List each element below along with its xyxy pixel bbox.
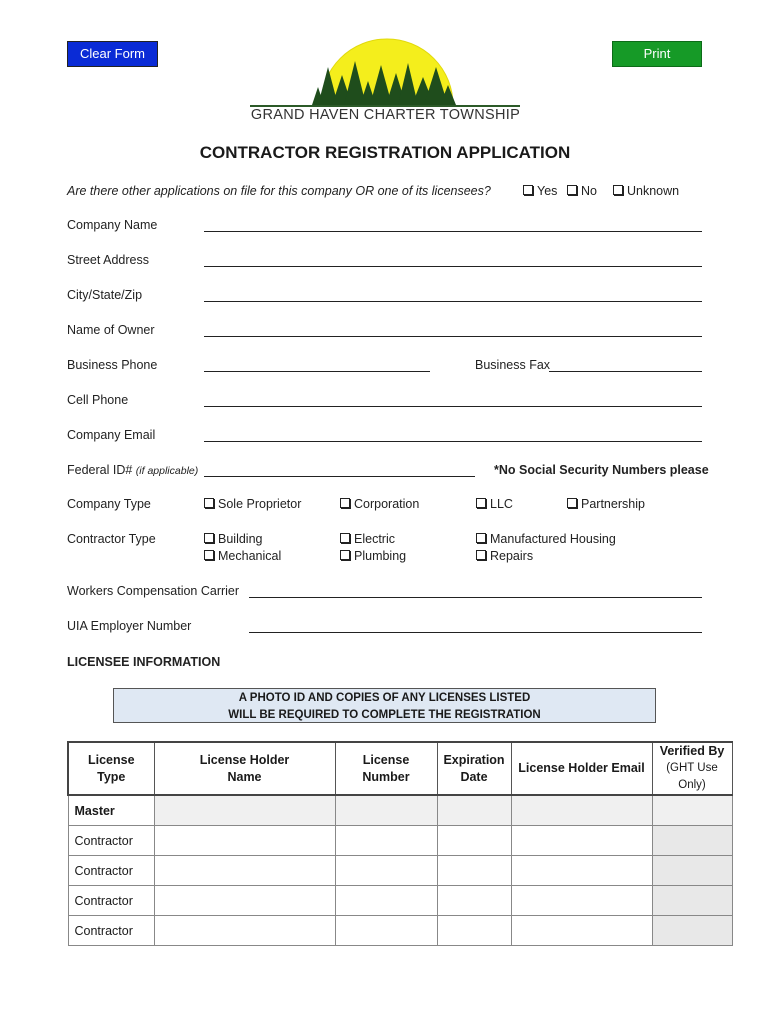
table-row bbox=[68, 856, 732, 886]
street-address-field[interactable] bbox=[204, 266, 702, 267]
company-type-sole-proprietor[interactable]: Sole Proprietor bbox=[204, 497, 301, 511]
photo-id-notice: A PHOTO ID AND COPIES OF ANY LICENSES LISTED WILL BE REQUIRED TO COMPLETE THE REGISTRATION bbox=[113, 688, 656, 723]
col-verified-by: Verified By (GHT Use Only) bbox=[652, 742, 732, 795]
business-fax-field[interactable] bbox=[549, 371, 702, 372]
uia-field[interactable] bbox=[249, 632, 702, 633]
expiration-cell[interactable] bbox=[437, 916, 511, 946]
uia-label: UIA Employer Number bbox=[67, 619, 192, 633]
ssn-note: *No Social Security Numbers please bbox=[494, 463, 709, 477]
owner-label: Name of Owner bbox=[67, 323, 155, 337]
email-cell[interactable] bbox=[511, 826, 652, 856]
checkbox-icon bbox=[204, 550, 214, 560]
owner-field[interactable] bbox=[204, 336, 702, 337]
company-email-label: Company Email bbox=[67, 428, 156, 442]
license-number-cell[interactable] bbox=[335, 886, 437, 916]
verified-cell bbox=[652, 795, 732, 826]
email-cell[interactable] bbox=[511, 886, 652, 916]
expiration-cell[interactable] bbox=[437, 856, 511, 886]
contractor-type-mechanical[interactable]: Mechanical bbox=[204, 549, 281, 563]
row-type: Contractor bbox=[68, 826, 154, 856]
holder-name-cell[interactable] bbox=[154, 795, 335, 826]
row-type: Contractor bbox=[68, 886, 154, 916]
expiration-cell[interactable] bbox=[437, 826, 511, 856]
expiration-cell[interactable] bbox=[437, 886, 511, 916]
checkbox-icon bbox=[204, 498, 214, 508]
company-type-label: Company Type bbox=[67, 497, 151, 511]
option-unknown[interactable]: Unknown bbox=[613, 184, 679, 198]
business-phone-field[interactable] bbox=[204, 371, 430, 372]
license-number-cell[interactable] bbox=[335, 826, 437, 856]
other-applications-question: Are there other applications on file for this company OR one of its licensees? bbox=[67, 184, 491, 198]
holder-name-cell[interactable] bbox=[154, 826, 335, 856]
cell-phone-label: Cell Phone bbox=[67, 393, 129, 407]
checkbox-icon bbox=[613, 185, 623, 195]
township-logo bbox=[248, 37, 523, 127]
checkbox-icon bbox=[567, 498, 577, 508]
contractor-type-building[interactable]: Building bbox=[204, 532, 262, 546]
logo-text: GRAND HAVEN CHARTER TOWNSHIP bbox=[250, 107, 521, 123]
federal-id-field[interactable] bbox=[204, 476, 475, 477]
federal-id-label: Federal ID# (if applicable) bbox=[67, 463, 199, 477]
checkbox-icon bbox=[340, 550, 350, 560]
contractor-type-electric[interactable]: Electric bbox=[340, 532, 395, 546]
holder-name-cell[interactable] bbox=[154, 856, 335, 886]
option-yes[interactable]: Yes bbox=[523, 184, 557, 198]
checkbox-icon bbox=[476, 550, 486, 560]
option-no[interactable]: No bbox=[567, 184, 597, 198]
verified-cell bbox=[652, 826, 732, 856]
page-title: CONTRACTOR REGISTRATION APPLICATION bbox=[199, 143, 571, 162]
licensee-heading: LICENSEE INFORMATION bbox=[67, 655, 221, 669]
business-phone-label: Business Phone bbox=[67, 358, 158, 372]
row-type: Contractor bbox=[68, 856, 154, 886]
business-fax-label: Business Fax bbox=[475, 358, 551, 372]
print-button[interactable]: Print bbox=[612, 41, 702, 67]
table-row bbox=[68, 795, 732, 826]
federal-id-note: (if applicable) bbox=[135, 465, 199, 477]
checkbox-icon bbox=[567, 185, 577, 195]
workers-comp-field[interactable] bbox=[249, 597, 702, 598]
email-cell[interactable] bbox=[511, 856, 652, 886]
row-type: Contractor bbox=[68, 916, 154, 946]
checkbox-icon bbox=[476, 498, 486, 508]
col-expiration: Expiration Date bbox=[437, 742, 511, 795]
street-address-label: Street Address bbox=[67, 253, 149, 267]
company-email-field[interactable] bbox=[204, 441, 702, 442]
verified-cell bbox=[652, 856, 732, 886]
checkbox-icon bbox=[340, 498, 350, 508]
contractor-type-plumbing[interactable]: Plumbing bbox=[340, 549, 406, 563]
table-row bbox=[68, 886, 732, 916]
table-header-row bbox=[68, 742, 732, 795]
col-holder-email: License Holder Email bbox=[511, 742, 652, 795]
row-type: Master bbox=[68, 795, 154, 826]
verified-cell bbox=[652, 916, 732, 946]
verified-cell bbox=[652, 886, 732, 916]
city-state-zip-field[interactable] bbox=[204, 301, 702, 302]
col-license-number: License Number bbox=[335, 742, 437, 795]
license-number-cell[interactable] bbox=[335, 916, 437, 946]
checkbox-icon bbox=[476, 533, 486, 543]
company-type-partnership[interactable]: Partnership bbox=[567, 497, 645, 511]
expiration-cell[interactable] bbox=[437, 795, 511, 826]
holder-name-cell[interactable] bbox=[154, 886, 335, 916]
contractor-type-label: Contractor Type bbox=[67, 532, 156, 546]
email-cell[interactable] bbox=[511, 795, 652, 826]
holder-name-cell[interactable] bbox=[154, 916, 335, 946]
contractor-type-manufactured-housing[interactable]: Manufactured Housing bbox=[476, 532, 616, 546]
col-holder-name: License Holder Name bbox=[154, 742, 335, 795]
license-number-cell[interactable] bbox=[335, 795, 437, 826]
company-name-label: Company Name bbox=[67, 218, 158, 232]
company-name-field[interactable] bbox=[204, 231, 702, 232]
company-type-llc[interactable]: LLC bbox=[476, 497, 513, 511]
clear-form-button[interactable]: Clear Form bbox=[67, 41, 158, 67]
col-license-type: License Type bbox=[68, 742, 154, 795]
table-row bbox=[68, 916, 732, 946]
license-number-cell[interactable] bbox=[335, 856, 437, 886]
city-state-zip-label: City/State/Zip bbox=[67, 288, 143, 302]
email-cell[interactable] bbox=[511, 916, 652, 946]
workers-comp-label: Workers Compensation Carrier bbox=[67, 584, 240, 598]
checkbox-icon bbox=[204, 533, 214, 543]
checkbox-icon bbox=[340, 533, 350, 543]
contractor-type-repairs[interactable]: Repairs bbox=[476, 549, 533, 563]
table-row bbox=[68, 826, 732, 856]
licensee-table bbox=[67, 741, 733, 946]
company-type-corporation[interactable]: Corporation bbox=[340, 497, 419, 511]
checkbox-icon bbox=[523, 185, 533, 195]
cell-phone-field[interactable] bbox=[204, 406, 702, 407]
